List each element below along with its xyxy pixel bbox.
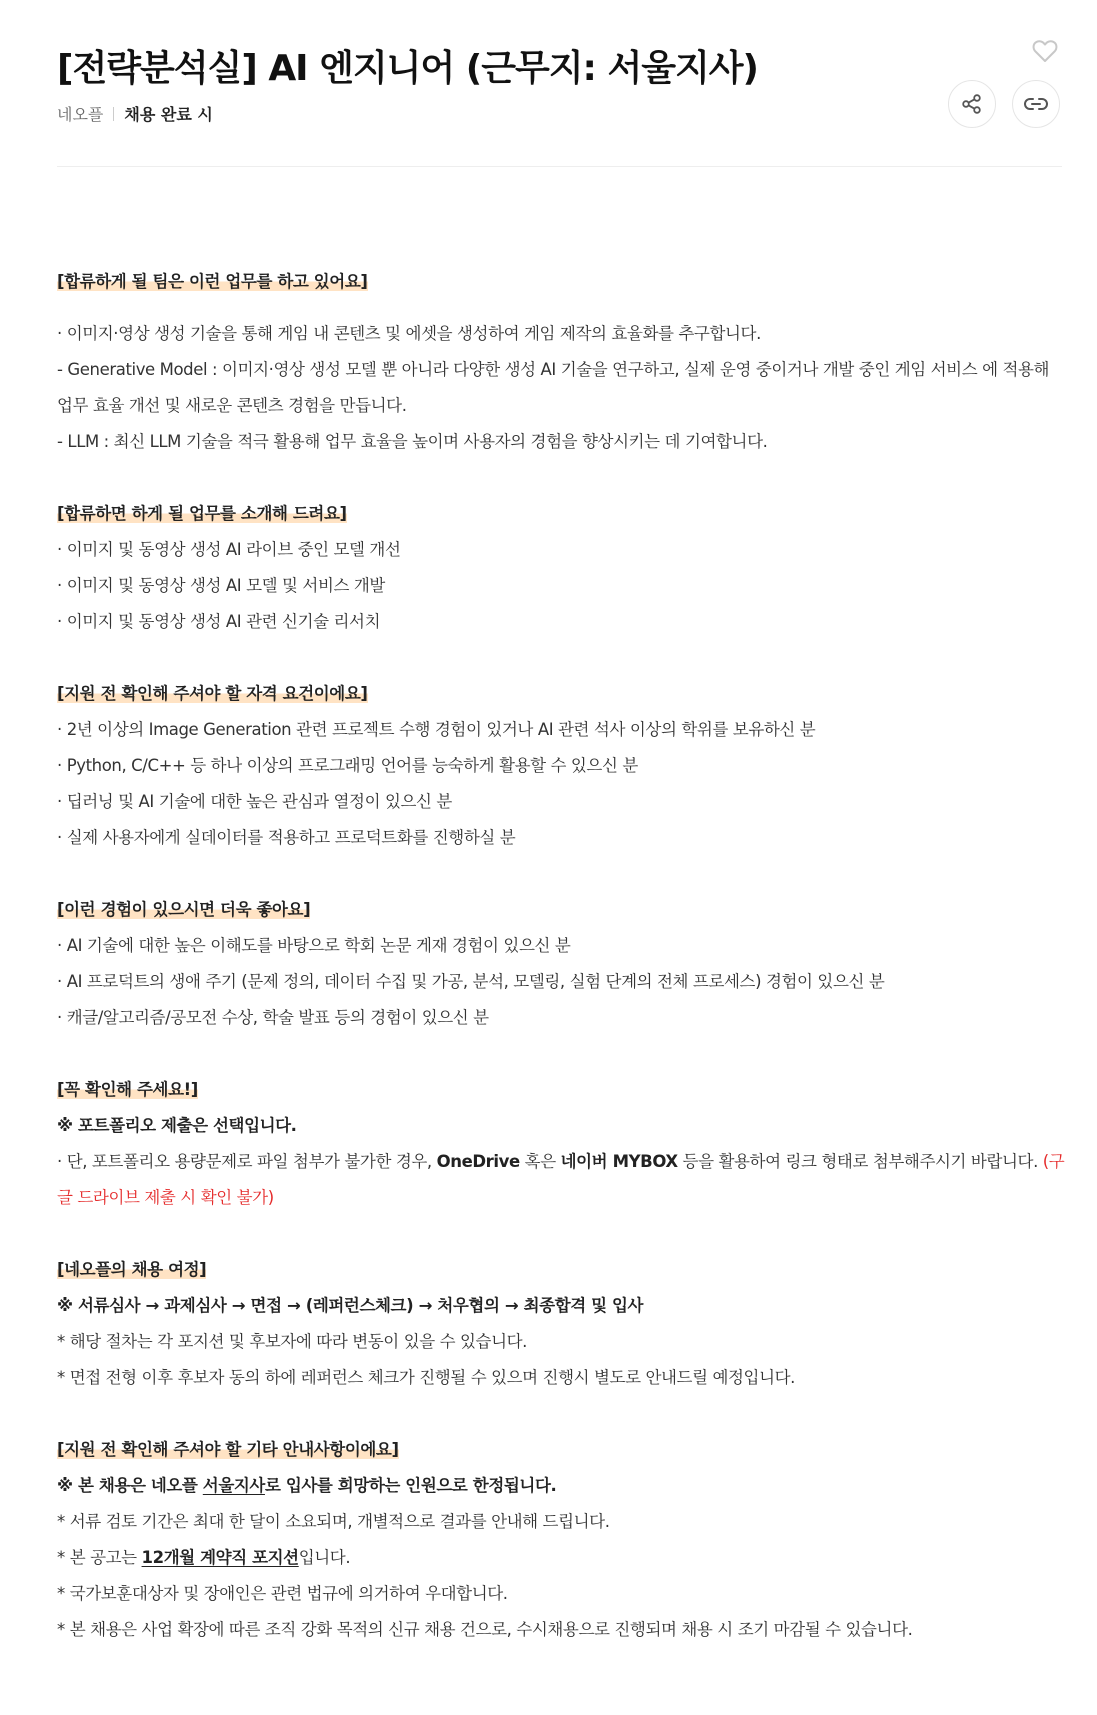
- list-item: · 이미지 및 동영상 생성 AI 모델 및 서비스 개발: [57, 576, 385, 595]
- copy-link-button[interactable]: [1012, 80, 1060, 128]
- list-item: * 본 공고는 12개월 계약직 포지션입니다.: [57, 1548, 351, 1567]
- list-item: · Python, C/C++ 등 하나 이상의 프로그래밍 언어를 능숙하게 활용할 수 있으신 분: [57, 756, 638, 775]
- list-item: * 서류 검토 기간은 최대 한 달이 소요되며, 개별적으로 결과를 안내해 드립니다.: [57, 1512, 610, 1531]
- list-item: · 딥러닝 및 AI 기술에 대한 높은 관심과 열정이 있으신 분: [57, 792, 452, 811]
- section-process: [57, 1252, 1067, 1396]
- location-restriction: ※ 본 채용은 네오플 서울지사로 입사를 희망하는 인원으로 한정됩니다.: [57, 1476, 557, 1495]
- list-item: * 해당 절차는 각 포지션 및 후보자에 따라 변동이 있을 수 있습니다.: [57, 1332, 528, 1351]
- section-requirements: [57, 676, 1067, 856]
- section-other: [57, 1432, 1067, 1648]
- list-item: * 면접 전형 이후 후보자 동의 하에 레퍼런스 체크가 진행될 수 있으며 진행시 별도로 안내드릴 예정입니다.: [57, 1368, 796, 1387]
- meta-divider: [113, 107, 114, 121]
- list-item: · 캐글/알고리즘/공모전 수상, 학술 발표 등의 경험이 있으신 분: [57, 1008, 489, 1027]
- list-item: - LLM : 최신 LLM 기술을 적극 활용해 업무 효율을 높이며 사용자의 경험을 향상시키는 데 기여합니다.: [57, 432, 768, 451]
- section-team: [57, 264, 1067, 460]
- portfolio-instructions: · 단, 포트폴리오 용량문제로 파일 첨부가 불가한 경우, OneDrive 혹은 네이버 MYBOX 등을 활용하여 링크 형태로 첨부해주시기 바랍니다. (구글 드라이브 제출 시 확인 불가): [57, 1152, 1065, 1207]
- section-preferred: [57, 892, 1067, 1036]
- google-drive-warning: (구글 드라이브 제출 시 확인 불가): [57, 1152, 1065, 1207]
- share-icon: [961, 93, 983, 115]
- company-name[interactable]: 네오플: [57, 105, 104, 124]
- job-title: [전략분석실] AI 엔지니어 (근무지: 서울지사): [57, 48, 759, 89]
- list-item: * 국가보훈대상자 및 장애인은 관련 법규에 의거하여 우대합니다.: [57, 1584, 508, 1603]
- section-title: [지원 전 확인해 주셔야 할 자격 요건이에요]: [57, 684, 368, 703]
- mybox-text: 네이버 MYBOX: [560, 1152, 678, 1171]
- header-divider: [57, 166, 1062, 167]
- job-description: [57, 264, 1067, 1684]
- list-item: · 2년 이상의 Image Generation 관련 프로젝트 수행 경험이 있거나 AI 관련 석사 이상의 학위를 보유하신 분: [57, 720, 816, 739]
- list-item: - Generative Model : 이미지·영상 생성 모델 뿐 아니라 다양한 생성 AI 기술을 연구하고, 실제 운영 중이거나 개발 중인 게임 서비스 에 적용해 업무 효율 개선 및 새로운 콘텐츠 경험을 만듭니다.: [57, 360, 1050, 415]
- process-steps: ※ 서류심사 → 과제심사 → 면접 → (레퍼런스체크) → 처우협의 → 최종합격 및 입사: [57, 1296, 644, 1315]
- contract-position: 12개월 계약직 포지션: [141, 1548, 299, 1567]
- portfolio-note: ※ 포트폴리오 제출은 선택입니다.: [57, 1116, 297, 1135]
- heart-icon: [1032, 39, 1058, 63]
- deadline-text: 채용 완료 시: [124, 105, 213, 124]
- list-item: · 이미지 및 동영상 생성 AI 관련 신기술 리서치: [57, 612, 381, 631]
- list-item: · AI 프로덕트의 생애 주기 (문제 정의, 데이터 수집 및 가공, 분석, 모델링, 실험 단계의 전체 프로세스) 경험이 있으신 분: [57, 972, 885, 991]
- list-item: · 이미지·영상 생성 기술을 통해 게임 내 콘텐츠 및 에셋을 생성하여 게임 제작의 효율화를 추구합니다.: [57, 324, 761, 343]
- list-item: * 본 채용은 사업 확장에 따른 조직 강화 목적의 신규 채용 건으로, 수시채용으로 진행되며 채용 시 조기 마감될 수 있습니다.: [57, 1620, 913, 1639]
- bookmark-button[interactable]: [1030, 36, 1060, 66]
- section-title: [지원 전 확인해 주셔야 할 기타 안내사항이에요]: [57, 1440, 399, 1459]
- section-title: [꼭 확인해 주세요!]: [57, 1080, 198, 1099]
- list-item: · 실제 사용자에게 실데이터를 적용하고 프로덕트화를 진행하실 분: [57, 828, 516, 847]
- section-title: [합류하게 될 팀은 이런 업무를 하고 있어요]: [57, 272, 368, 291]
- section-title: [합류하면 하게 될 업무를 소개해 드려요]: [57, 504, 347, 523]
- section-title: [네오플의 채용 여정]: [57, 1260, 207, 1279]
- link-icon: [1023, 93, 1049, 115]
- list-item: · 이미지 및 동영상 생성 AI 라이브 중인 모델 개선: [57, 540, 401, 559]
- onedrive-text: OneDrive: [436, 1152, 520, 1171]
- section-duties: [57, 496, 1067, 640]
- section-notice: [57, 1072, 1067, 1216]
- list-item: · AI 기술에 대한 높은 이해도를 바탕으로 학회 논문 게재 경험이 있으신 분: [57, 936, 571, 955]
- share-button[interactable]: [948, 80, 996, 128]
- section-title: [이런 경험이 있으시면 더욱 좋아요]: [57, 900, 311, 919]
- job-meta: [57, 102, 213, 125]
